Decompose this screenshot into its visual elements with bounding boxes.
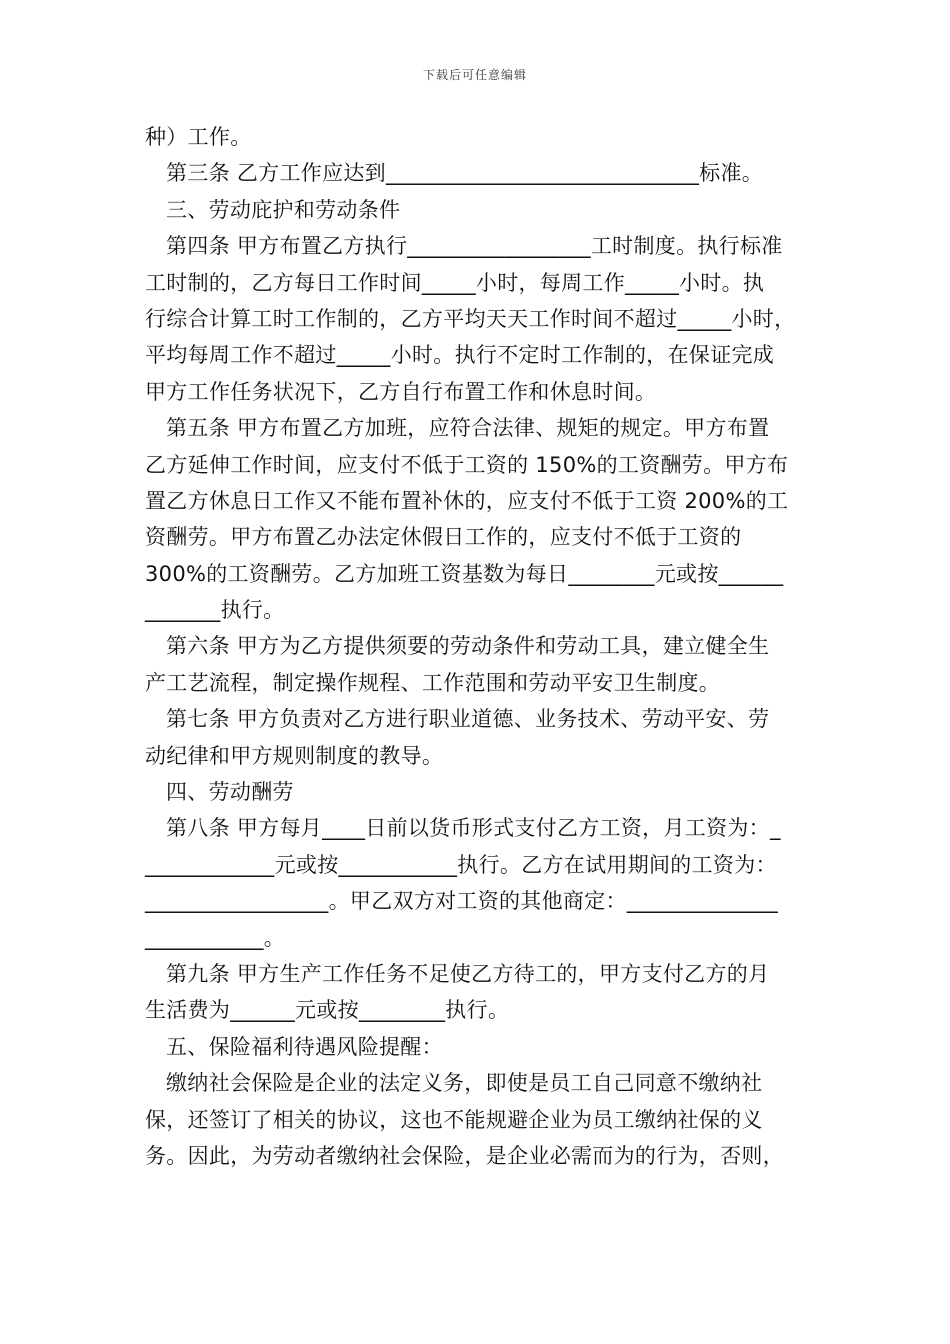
text-line: 甲方工作任务状况下，乙方自行布置工作和休息时间。 [145,379,657,404]
text-line: 务。因此，为劳动者缴纳社会保险，是企业必需而为的行为，否则， [145,1143,784,1168]
text-line: 生活费为______元或按________执行。 [145,998,510,1023]
text-line: 五、保险福利待遇风险提醒： [166,1034,443,1059]
text-line: 三、劳动庇护和劳动条件 [166,197,401,222]
text-line: 资酬劳。甲方布置乙办法定休假日工作的，应支付不低于工资的 [145,525,742,550]
text-line: 缴纳社会保险是企业的法定义务，即使是员工自己同意不缴纳社 [166,1071,763,1096]
text-line: 种）工作。 [145,125,252,149]
text-line: 行综合计算工时工作制的，乙方平均天天工作时间不超过_____小时， [145,306,796,331]
text-line: 第七条 甲方负责对乙方进行职业道德、业务技术、劳动平安、劳 [166,707,770,732]
text-line: 第八条 甲方每月____日前以货币形式支付乙方工资，月工资为：_ [166,816,781,841]
text-line: 第九条 甲方生产工作任务不足使乙方待工的，甲方支付乙方的月 [166,961,770,986]
text-line: 平均每周工作不超过_____小时。执行不定时工作制的，在保证完成 [145,343,775,368]
text-line: 第六条 甲方为乙方提供须要的劳动条件和劳动工具，建立健全生 [166,634,770,659]
text-line: ____________元或按___________执行。乙方在试用期间的工资为： [145,852,777,877]
text-line: _________________。甲乙双方对工资的其他商定：______________ [145,889,778,914]
text-line: 保，还签订了相关的协议，这也不能规避企业为员工缴纳社保的义 [145,1107,763,1132]
page-header: 下载后可任意编辑 [422,68,527,82]
text-line: 动纪律和甲方规则制度的教导。 [145,743,444,768]
text-line: 第五条 甲方布置乙方加班，应符合法律、规矩的规定。甲方布置 [166,416,770,441]
text-line: 乙方延伸工作时间，应支付不低于工资的 150%的工资酬劳。甲方布 [145,452,789,477]
text-line: ___________。 [145,925,286,950]
contract-body [145,119,815,1174]
text-line: 产工艺流程，制定操作规程、工作范围和劳动平安卫生制度。 [145,670,721,695]
text-line: 第四条 甲方布置乙方执行_________________工时制度。执行标准 [166,234,783,259]
text-line: 工时制的，乙方每日工作时间_____小时，每周工作_____小时。执 [145,270,765,295]
text-line: 置乙方休息日工作又不能布置补休的，应支付不低于工资 200%的工 [145,488,789,513]
text-line: 四、劳动酬劳 [166,780,294,805]
text-line: 300%的工资酬劳。乙方加班工资基数为每日________元或按______ [145,561,784,586]
text-line: 第三条 乙方工作应达到_____________________________标准。 [166,161,764,186]
text-line: _______执行。 [145,598,285,623]
